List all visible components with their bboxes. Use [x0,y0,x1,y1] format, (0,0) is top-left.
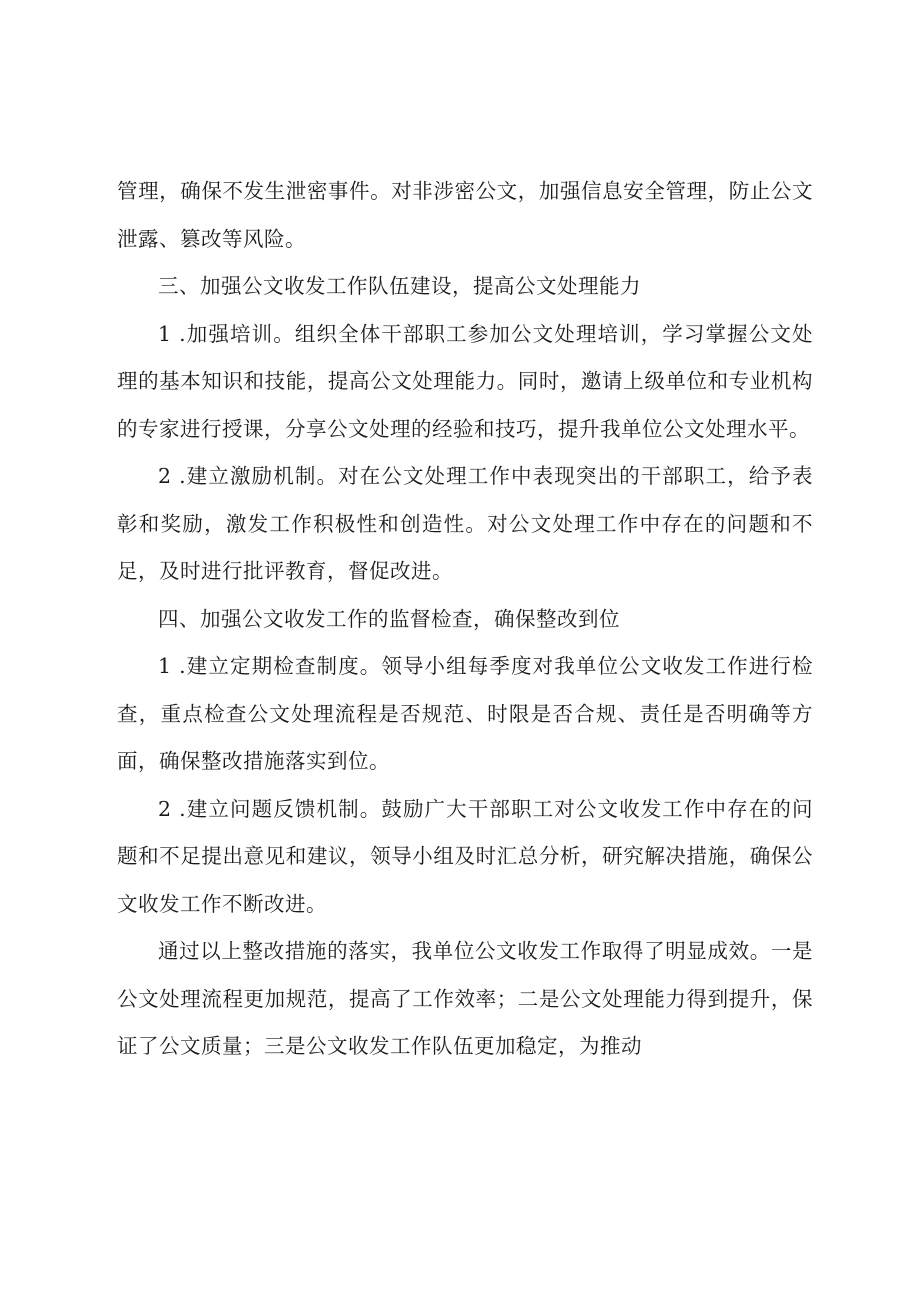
paragraph-feedback: 2 .建立问题反馈机制。鼓励广大干部职工对公文收发工作中存在的问题和不足提出意见和建议，领导小组及时汇总分析，研究解决措施，确保公文收发工作不断改进。 [117,796,813,916]
paragraph-training: 1 .加强培训。组织全体干部职工参加公文处理培训，学习掌握公文处理的基本知识和技能，提高公文处理能力。同时，邀请上级单位和专业机构的专家进行授课，分享公文处理的经验和技巧，提升我单位公文处理水平。 [117,321,813,441]
paragraph-incentive: 2 .建立激励机制。对在公文处理工作中表现突出的干部职工，给予表彰和奖励，激发工作积极性和创造性。对公文处理工作中存在的问题和不足，及时进行批评教育，督促改进。 [117,464,813,583]
paragraph-inspection: 1 .建立定期检查制度。领导小组每季度对我单位公文收发工作进行检查，重点检查公文处理流程是否规范、时限是否合规、责任是否明确等方面，确保整改措施落实到位。 [117,654,813,773]
section-heading-3: 三、加强公文收发工作队伍建设，提高公文处理能力 [158,274,641,298]
section-heading-4: 四、加强公文收发工作的监督检查，确保整改到位 [158,606,620,631]
document-body [117,168,813,1071]
paragraph-continuation: 管理，确保不发生泄密事件。对非涉密公文，加强信息安全管理，防止公文泄露、篡改等风险。 [117,179,813,251]
paragraph-results: 通过以上整改措施的落实，我单位公文收发工作取得了明显成效。一是公文处理流程更加规范，提高了工作效率；二是公文处理能力得到提升，保证了公文质量；三是公文收发工作队伍更加稳定，为推动 [117,939,813,1058]
